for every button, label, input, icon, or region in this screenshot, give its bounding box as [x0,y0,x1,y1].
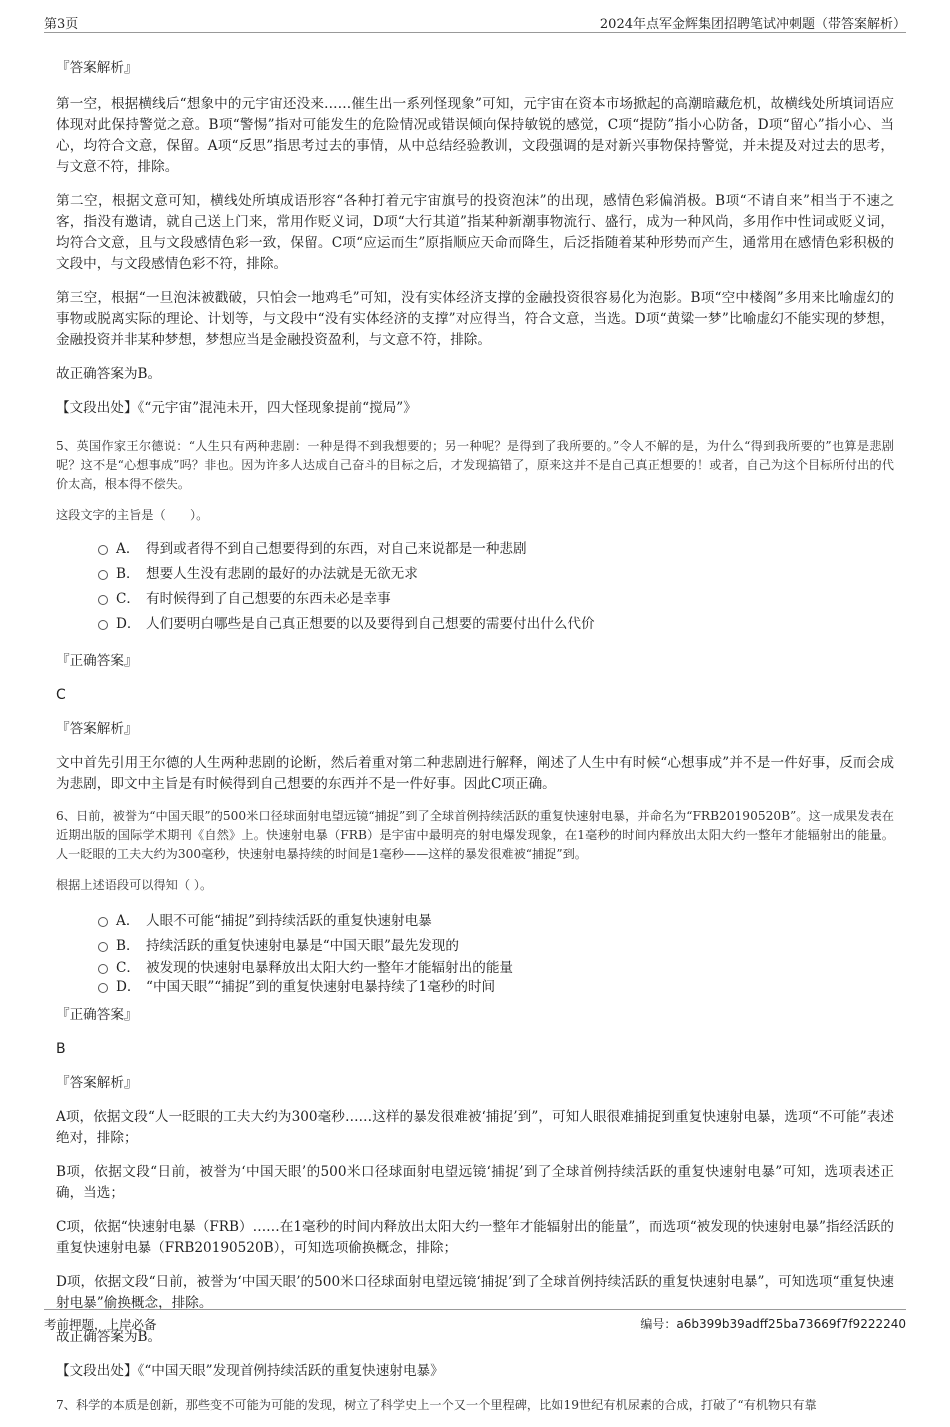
option-text: 被发现的快速射电暴释放出太阳大约一整年才能辐射出的能量 [146,959,514,976]
document-title: 2024年点军金辉集团招聘笔试冲刺题（带答案解析） [599,17,906,32]
q5-option-c[interactable] [98,587,894,612]
radio-icon[interactable] [98,570,108,580]
q6-conclusion: 故正确答案为B。 [56,1328,162,1345]
q6-stem: 6、日前，被誉为“中国天眼”的500米口径球面射电望远镜“捕捉”到了全球首例持续活跃的重复快速射电暴，并命名为“FRB20190520B”。这一成果发表在近期出版的国际学术期刊《自然》上。快速射电暴（FRB）是宇宙中最明亮的射电爆发现象，在1毫秒的时间内释放出太阳大约一整年才能辐射出的能量。人一眨眼的工夫大约为300毫秒，快速射电暴持续的时间是1毫秒——这样的暴发很难被“捕捉”到。 [56,808,894,861]
q6-answer: B [56,1040,66,1057]
q5-option-b[interactable] [98,562,894,587]
q6-option-d[interactable] [98,977,894,997]
q6-option-c[interactable] [98,959,894,977]
option-letter: A． [116,912,140,929]
q5-option-a[interactable] [98,537,894,562]
option-letter: C． [116,959,140,976]
question-6 [56,807,894,1382]
q6-analysis-c: C项，依据“快速射电暴（FRB）……在1毫秒的时间内释放出太阳大约一整年才能辐射出的能量”，而选项“被发现的快速射电暴”指经活跃的重复快速射电暴（FRB20190520B），可知选项偷换概念，排除； [56,1218,894,1256]
radio-icon[interactable] [98,983,108,993]
option-letter: A． [116,540,140,557]
page-header [44,10,906,33]
option-letter: C． [116,590,140,607]
option-text: 有时候得到了自己想要的东西未必是幸事 [146,590,391,607]
q4-analysis-para-2: 第二空，根据文意可知，横线处所填成语形容“各种打着元宇宙旗号的投资泡沫”的出现，感情色彩偏消极。B项“不请自来”相当于不速之客，指没有邀请，就自己送上门来，常用作贬义词，D项“大行其道”指某种新潮事物流行、盛行，成为一种风尚，多用作中性词或贬义词，均符合文意，且与文段感情色彩一致，保留。C项“应运而生”原指顺应天命而降生，后泛指随着某种形势而产生，通常用在感情色彩积极的文段中，与文段感情色彩不符，排除。 [56,192,894,272]
option-text: 想要人生没有悲剧的最好的办法就是无欲无求 [146,565,418,582]
q5-analysis-label: 『答案解析』 [56,720,138,737]
question-5 [56,437,894,795]
q6-analysis-label: 『答案解析』 [56,1074,138,1091]
q5-stem: 5、英国作家王尔德说：“人生只有两种悲剧：一种是得不到我想要的；另一种呢？是得到了我所要的。”令人不解的是，为什么“得到我所要的”也算是悲剧呢？这不是“心想事成”吗？非也。因为许多人达成自己奋斗的目标之后，才发现搞错了，原来这并不是自己真正想要的！或者，自己为这个目标所付出的代价太高，根本得不偿失。 [56,438,894,491]
q6-option-b[interactable] [98,934,894,959]
document-code: 编号：a6b399b39adff25ba73669f7f9222240 [640,1317,906,1331]
q5-answer: C [56,686,66,703]
page-number: 第3页 [44,17,79,32]
q6-option-a[interactable] [98,909,894,934]
radio-icon[interactable] [98,964,108,974]
q7-stem: 7、科学的本质是创新，那些变不可能为可能的发现，树立了科学史上一个又一个里程碑，比如19世纪有机尿素的合成，打破了“有机物只有靠 [56,1397,817,1412]
q6-options [98,909,894,997]
q5-option-d[interactable] [98,612,894,637]
option-letter: D． [116,978,141,995]
radio-icon[interactable] [98,595,108,605]
q4-analysis-label: 『答案解析』 [56,59,138,76]
option-text: 持续活跃的重复快速射电暴是“中国天眼”最先发现的 [146,937,459,954]
q4-analysis-para-3: 第三空，根据“一旦泡沫被戳破，只怕会一地鸡毛”可知，没有实体经济支撑的金融投资很容易化为泡影。B项“空中楼阁”多用来比喻虚幻的事物或脱离实际的理论、计划等，与文段中“没有实体经济的支撑”对应得当，符合文意，当选。D项“黄粱一梦”比喻虚幻不能实现的梦想，金融投资并非某种梦想，梦想应当是金融投资盈利，与文意不符，排除。 [56,289,894,348]
q5-options [98,537,894,637]
option-letter: D． [116,615,141,632]
q6-analysis-d: D项，依据文段“日前，被誉为‘中国天眼’的500米口径球面射电望远镜‘捕捉’到了全球首例持续活跃的重复快速射电暴”，可知选项“重复快速射电暴”偷换概念，排除。 [56,1273,894,1311]
q5-analysis: 文中首先引用王尔德的人生两种悲剧的论断，然后着重对第二种悲剧进行解释，阐述了人生中有时候“心想事成”并不是一件好事，反而会成为悲剧，即文中主旨是有时候得到自己想要的东西并不是一件好事。因此C项正确。 [56,754,894,792]
radio-icon[interactable] [98,545,108,555]
q4-analysis-para-1: 第一空，根据横线后“想象中的元宇宙还没来……催生出一系列怪现象”可知，元宇宙在资本市场掀起的高潮暗藏危机，故横线处所填词语应体现对此保持警觉之意。B项“警惕”指对可能发生的危险情况或错误倾向保持敏锐的感觉，C项“提防”指小心防备，D项“留心”指小心、当心，均符合文意，保留。A项“反思”指思考过去的事情，从中总结经验教训，文段强调的是对新兴事物保持警觉，并未提及对过去的思考，与文意不符，排除。 [56,95,894,175]
page-footer [44,1309,906,1334]
radio-icon[interactable] [98,917,108,927]
option-text: “中国天眼”“捕捉”到的重复快速射电暴持续了1毫秒的时间 [146,978,496,995]
option-text: 人们要明白哪些是自己真正想要的以及要得到自己想要的需要付出什么代价 [146,615,595,632]
q4-conclusion: 故正确答案为B。 [56,365,162,382]
q6-analysis-a: A项，依据文段“人一眨眼的工夫大约为300毫秒……这样的暴发很难被‘捕捉’到”，可知人眼很难捕捉到重复快速射电暴，选项“不可能”表述绝对，排除； [56,1108,894,1146]
q6-question: 根据上述语段可以得知（ ）。 [56,877,213,892]
q4-analysis [56,58,894,419]
q6-source: 【文段出处】《“中国天眼”发现首例持续活跃的重复快速射电暴》 [56,1362,444,1379]
option-letter: B． [116,565,140,582]
option-text: 得到或者得不到自己想要得到的东西，对自己来说都是一种悲剧 [146,540,527,557]
q6-answer-label: 『正确答案』 [56,1006,138,1023]
radio-icon[interactable] [98,942,108,952]
question-7 [56,1396,894,1415]
q5-question: 这段文字的主旨是（ ）。 [56,507,209,522]
q4-source: 【文段出处】《“元宇宙”混沌未开，四大怪现象提前“搅局”》 [56,399,417,416]
radio-icon[interactable] [98,620,108,630]
document-body [56,44,894,1427]
footer-slogan: 考前押题，上岸必备 [44,1317,157,1332]
q5-answer-label: 『正确答案』 [56,652,138,669]
option-text: 人眼不可能“捕捉”到持续活跃的重复快速射电暴 [146,912,432,929]
option-letter: B． [116,937,140,954]
q6-analysis-b: B项，依据文段“日前，被誉为‘中国天眼’的500米口径球面射电望远镜‘捕捉’到了全球首例持续活跃的重复快速射电暴”可知，选项表述正确，当选； [56,1163,894,1201]
